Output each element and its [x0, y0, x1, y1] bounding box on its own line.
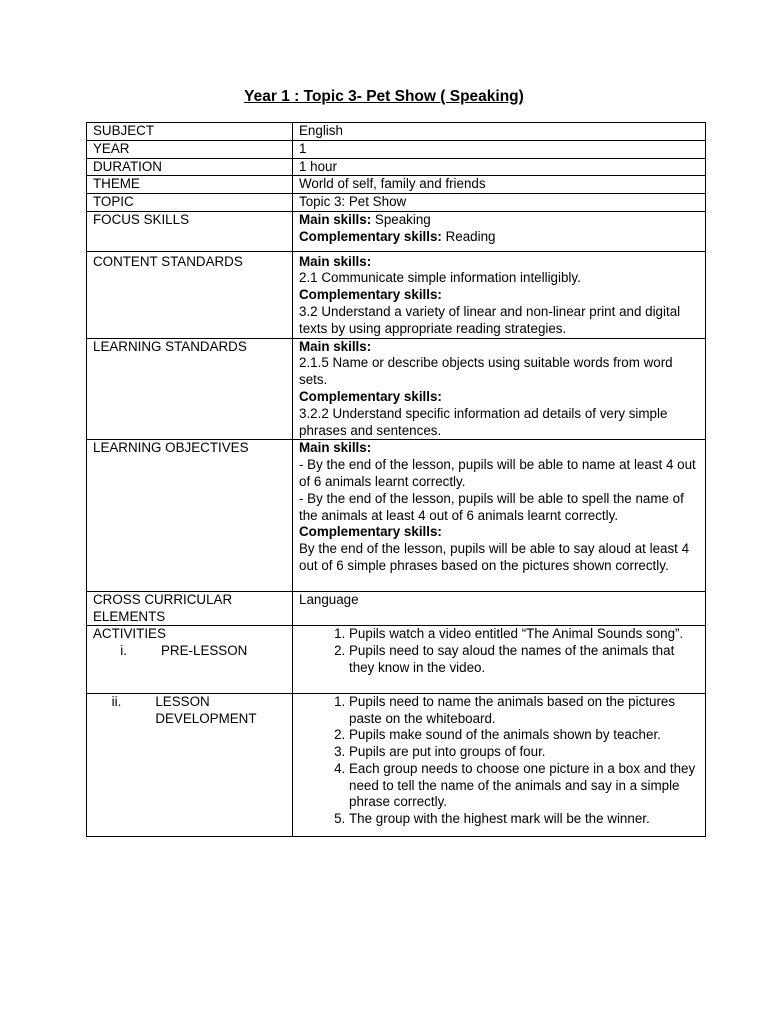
- row-value-duration: 1 hour: [293, 158, 706, 176]
- row-value-learning-objectives: [293, 440, 706, 591]
- list-item: 1. Pupils need to name the animals based on the pictures paste on the whiteboard.: [349, 694, 701, 728]
- pre-lesson-number: i.: [120, 643, 127, 659]
- row-label-theme: THEME: [87, 176, 293, 194]
- complementary-skills-text: Reading: [441, 228, 496, 244]
- complementary-skills-heading: Complementary skills:: [299, 287, 442, 303]
- table-row: [87, 176, 706, 194]
- table-row: [87, 338, 706, 440]
- table-row: [87, 251, 706, 338]
- list-item: 2. Pupils need to say aloud the names of the animals that they know in the video.: [349, 643, 701, 677]
- row-label-year: YEAR: [87, 140, 293, 158]
- row-value-subject: English: [293, 123, 706, 141]
- objective-line: - By the end of the lesson, pupils will be able to spell the name of the animals at least 4 out of 6 animals learnt correctly.: [299, 490, 684, 523]
- complementary-skills-heading: Complementary skills:: [299, 524, 442, 540]
- row-label-content-standards: CONTENT STANDARDS: [87, 251, 293, 338]
- table-row: [87, 158, 706, 176]
- row-label-topic: TOPIC: [87, 194, 293, 212]
- row-value-year: 1: [293, 140, 706, 158]
- table-row: [87, 440, 706, 591]
- main-skills-heading: Main skills:: [299, 338, 372, 354]
- table-row: [87, 211, 706, 251]
- list-item: 5. The group with the highest mark will be the winner.: [349, 811, 701, 828]
- lesson-development-list: [299, 694, 701, 828]
- row-value-pre-lesson: [293, 626, 706, 693]
- table-row: [87, 123, 706, 141]
- list-item: 3. Pupils are put into groups of four.: [349, 744, 701, 761]
- row-value-lesson-development: [293, 693, 706, 836]
- table-row: [87, 140, 706, 158]
- row-label-focus-skills: FOCUS SKILLS: [87, 211, 293, 251]
- activities-heading: ACTIVITIES: [93, 626, 166, 642]
- lesson-development-number: ii.: [111, 693, 122, 709]
- lesson-development-label: LESSON DEVELOPMENT: [155, 693, 257, 726]
- table-row: [87, 591, 706, 626]
- pre-lesson-label: PRE-LESSON: [161, 643, 248, 659]
- complementary-skills-text: By the end of the lesson, pupils will be able to say aloud at least 4 out of 6 simple phrases based on the pictures shown correctly.: [299, 541, 690, 573]
- row-label-cross-curricular: CROSS CURRICULAR ELEMENTS: [87, 591, 293, 626]
- row-value-theme: World of self, family and friends: [293, 176, 706, 194]
- main-skills-heading: Main skills:: [299, 253, 372, 269]
- main-skills-heading: Main skills:: [299, 440, 372, 456]
- main-skills-text: Speaking: [371, 211, 431, 227]
- table-row: [87, 194, 706, 212]
- row-label-lesson-development: [87, 693, 293, 836]
- objective-line: - By the end of the lesson, pupils will be able to name at least 4 out of 6 animals learnt correctly.: [299, 457, 696, 489]
- complementary-skills-heading: Complementary skills:: [299, 228, 442, 244]
- document-title: Year 1 : Topic 3- Pet Show ( Speaking): [244, 88, 524, 105]
- main-skills-text: 2.1 Communicate simple information intelligibly.: [299, 270, 581, 286]
- row-label-duration: DURATION: [87, 158, 293, 176]
- table-row: [87, 693, 706, 836]
- list-item: 4. Each group needs to choose one picture in a box and they need to tell the name of the animals and say in a simple phrase correctly.: [349, 761, 701, 811]
- row-value-topic: Topic 3: Pet Show: [293, 194, 706, 212]
- row-value-cross-curricular: Language: [293, 591, 706, 626]
- main-skills-text: 2.1.5 Name or describe objects using suitable words from word sets.: [299, 355, 673, 388]
- complementary-skills-heading: Complementary skills:: [299, 388, 442, 404]
- pre-lesson-list: [299, 626, 701, 676]
- row-label-learning-standards: LEARNING STANDARDS: [87, 338, 293, 440]
- row-label-activities: [87, 626, 293, 693]
- complementary-skills-text: 3.2.2 Understand specific information ad details of very simple phrases and sentences.: [299, 405, 668, 438]
- list-item: 2. Pupils make sound of the animals shown by teacher.: [349, 727, 701, 744]
- lesson-plan-table: [86, 122, 706, 837]
- complementary-skills-text: 3.2 Understand a variety of linear and non-linear print and digital texts by using appropriate reading strategies.: [299, 303, 681, 336]
- row-label-subject: SUBJECT: [87, 123, 293, 141]
- main-skills-heading: Main skills:: [299, 211, 372, 227]
- row-value-learning-standards: [293, 338, 706, 440]
- list-item: 1. Pupils watch a video entitled “The Animal Sounds song”.: [349, 626, 701, 643]
- row-value-focus-skills: [293, 211, 706, 251]
- row-value-content-standards: [293, 251, 706, 338]
- table-row: [87, 626, 706, 693]
- row-label-learning-objectives: LEARNING OBJECTIVES: [87, 440, 293, 591]
